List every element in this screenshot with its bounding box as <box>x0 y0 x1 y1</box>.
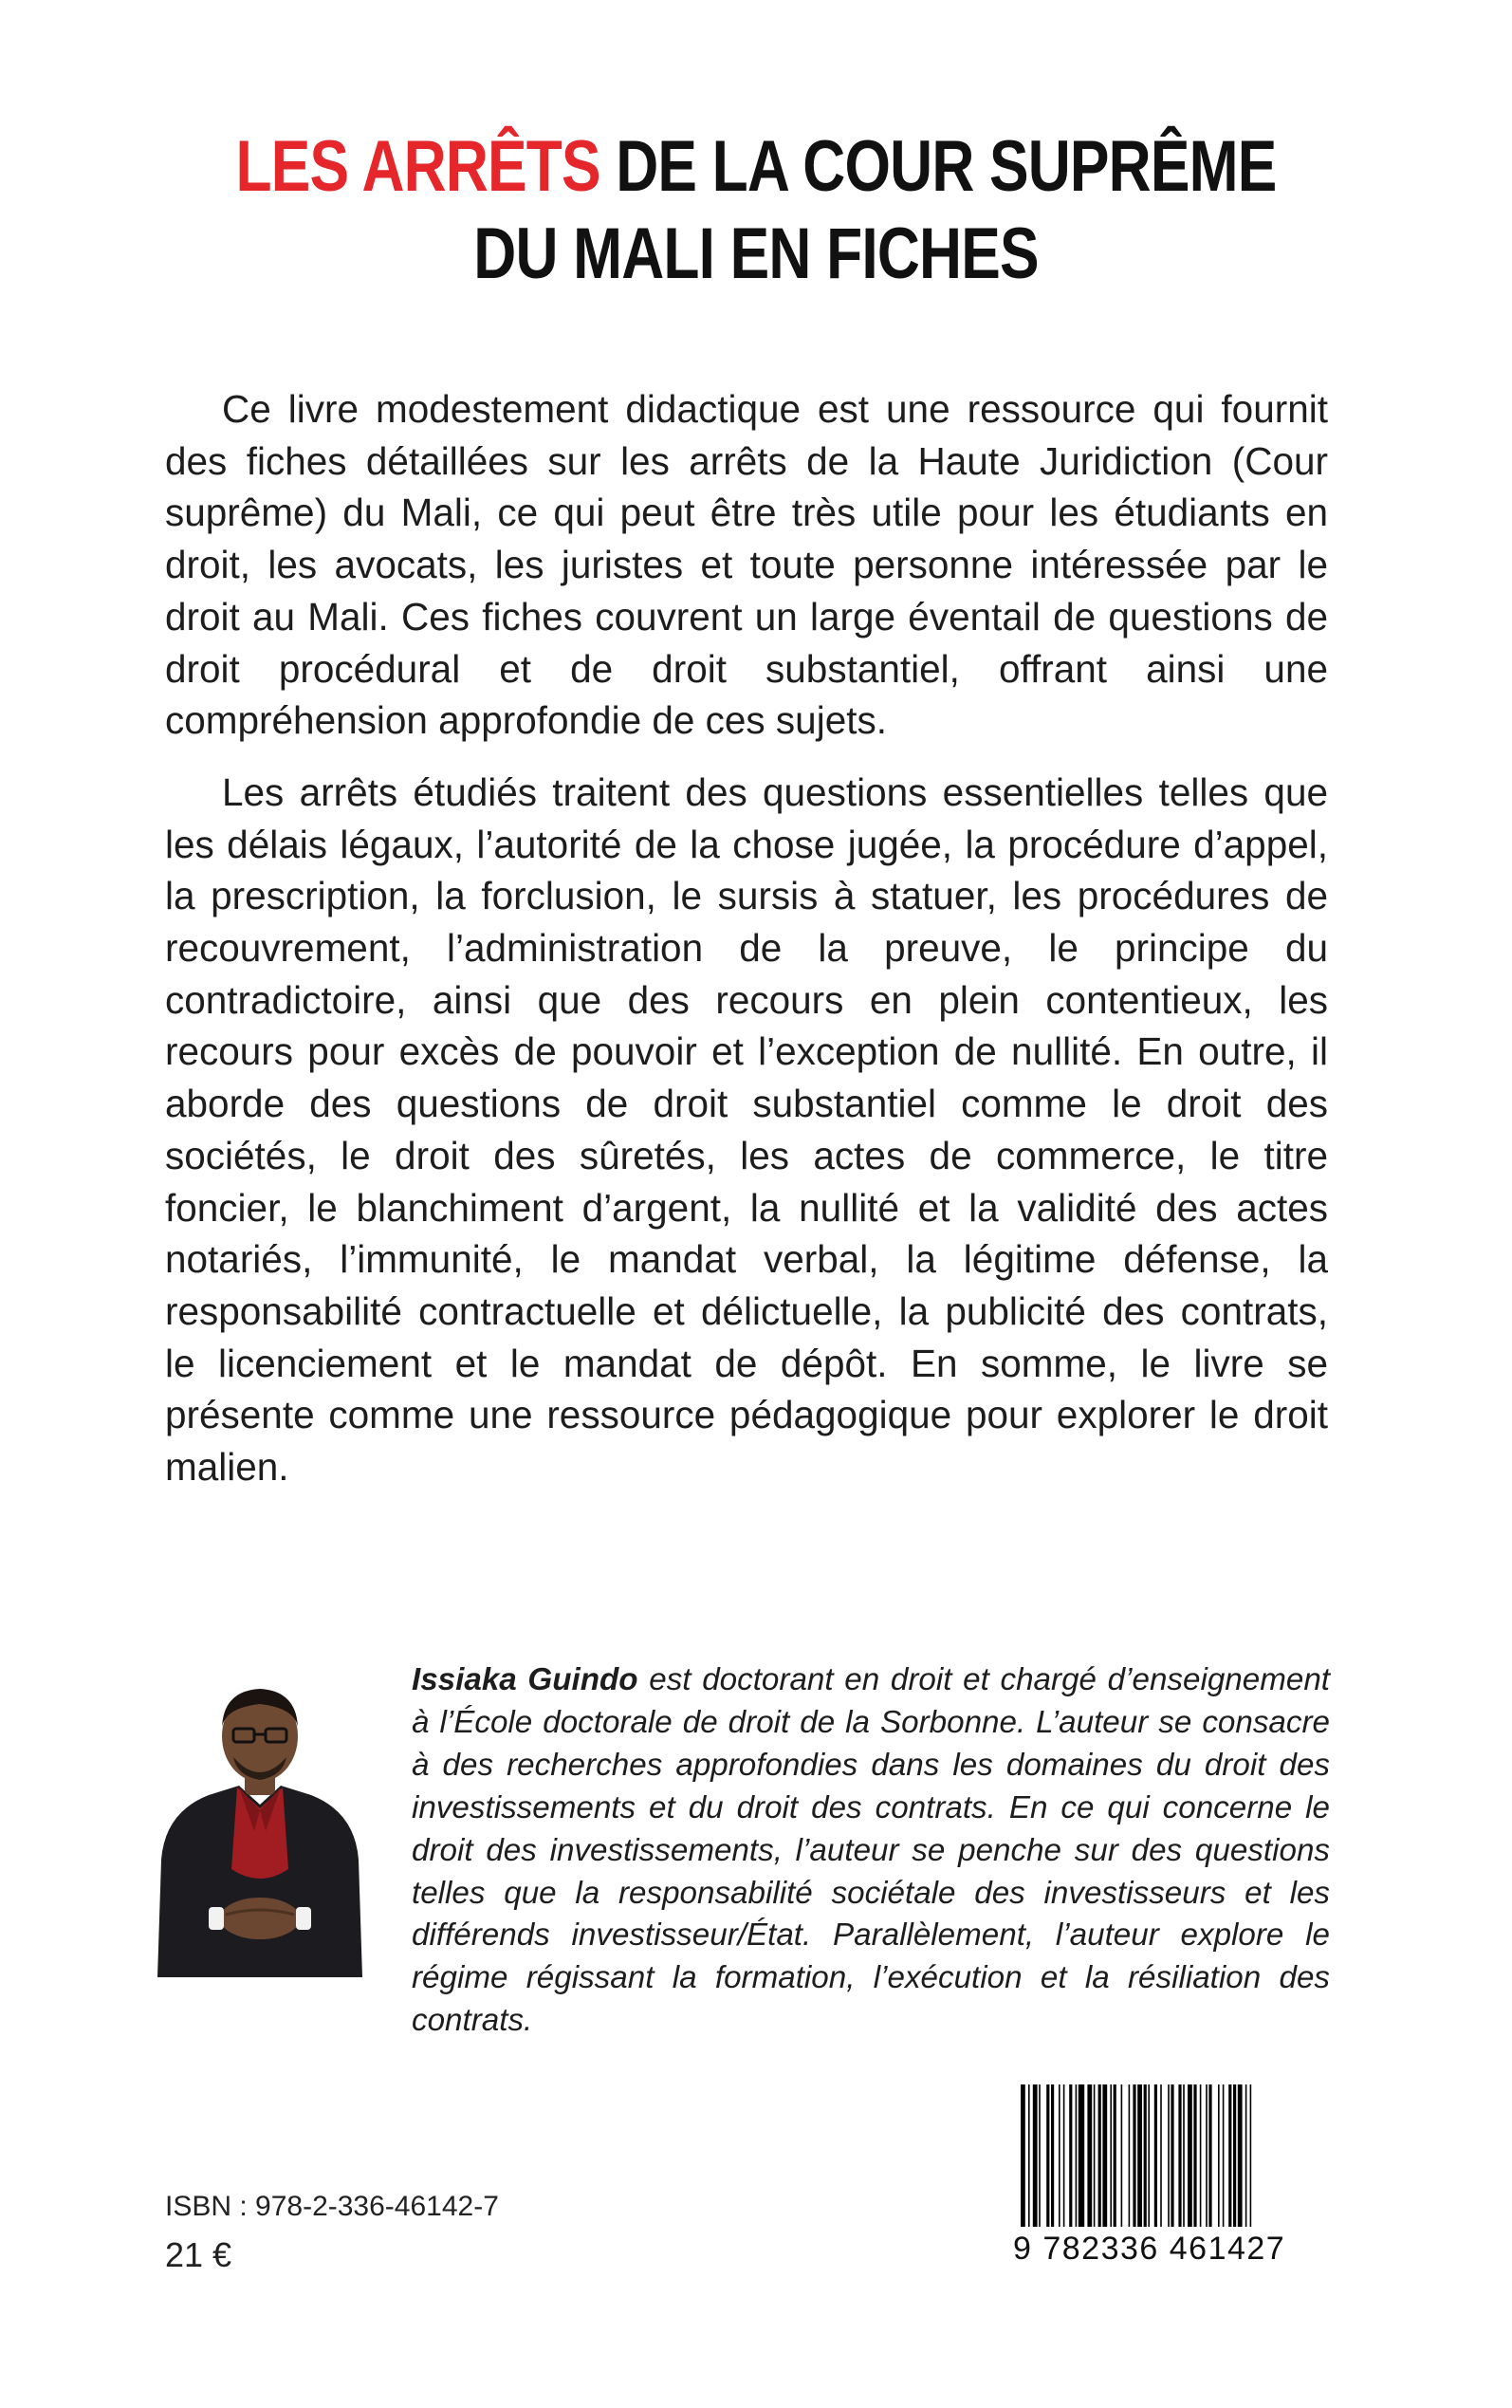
author-bio-text: est doctorant en droit et chargé d’enseignement à l’École doctorale de droit de la Sorbonne. L’auteur se consacre à des recherches approfondies dans les domaines du droit des investissements et du droit des contrats. En ce qui concerne le droit des investissements, l’auteur se penche sur des questions telles que la responsabilité sociétale des investisseurs et les différends investisseur/État. Parallèlement, l’auteur explore le régime régissant la formation, l’exécution et la résiliation des contrats. <box>412 1662 1330 2039</box>
barcode-bar <box>1121 2084 1123 2227</box>
barcode-bar <box>1039 2084 1041 2227</box>
blurb-paragraph-1: Ce livre modestement didactique est une ressource qui fournit des fiches détaillées sur les arrêts de la Haute Juridiction (Cour suprême) du Mali, ce qui peut être très utile pour les étudiants en droit, les avocats, les juristes et toute personne intéressée par le droit au Mali. Ces fiches couvrent un large éventail de questions de droit procédural et de droit substantiel, offrant ainsi une compréhension approfondie de ces sujets. <box>165 387 1328 743</box>
barcode-bar <box>1238 2084 1243 2227</box>
barcode-bar <box>1028 2084 1030 2227</box>
barcode-bar <box>1129 2084 1131 2227</box>
author-bio <box>412 1659 1330 2043</box>
barcode-bar <box>1051 2084 1054 2227</box>
barcode-bar <box>1228 2084 1231 2227</box>
blurb-paragraph-2: Les arrêts étudiés traitent des questions essentielles telles que les délais légaux, l’autorité de la chose jugée, la procédure d’appel, la prescription, la forclusion, le sursis à statuer, les procédures de recouvrement, l’administration de la preuve, le principe du contradictoire, ainsi que des recours en plein contentieux, les recours pour excès de pouvoir et l’exception de nullité. En outre, il aborde des questions de droit substantiel comme le droit des sociétés, le droit des sûretés, les actes de commerce, le titre foncier, le blanchiment d’argent, la nullité et la validité des actes notariés, l’immunité, le mandat verbal, la légitime défense, la responsabilité contractuelle et délictuelle, la publicité des contrats, le licenciement et le mandat de dépôt. En somme, le livre se présente comme une ressource pédagogique pour explorer le droit malien. <box>165 769 1328 1490</box>
barcode-bar <box>1171 2084 1173 2227</box>
barcode-bar <box>1137 2084 1142 2227</box>
barcode-bar <box>1076 2084 1078 2227</box>
barcode-bar <box>1168 2084 1170 2227</box>
barcode-bar <box>1098 2084 1101 2227</box>
barcode-bar <box>1206 2084 1208 2227</box>
barcode-bar <box>1160 2084 1162 2227</box>
barcode-bar <box>1183 2084 1185 2227</box>
book-title <box>136 123 1375 298</box>
barcode-bar <box>1188 2084 1192 2227</box>
barcode-bar <box>1114 2084 1116 2227</box>
barcode-bar <box>1245 2084 1247 2227</box>
barcode-bar <box>1233 2084 1236 2227</box>
barcode-bar <box>1154 2084 1157 2227</box>
barcode-bar <box>1046 2084 1049 2227</box>
author-photo <box>152 1670 368 1977</box>
barcode-bar <box>1033 2084 1038 2227</box>
barcode-bar <box>1193 2084 1196 2227</box>
title-line-1-rest: DE LA COUR SUPRÊME <box>599 126 1277 207</box>
barcode-bar <box>1218 2084 1220 2227</box>
author-name: Issiaka Guindo <box>412 1662 638 1697</box>
title-line-1 <box>136 123 1375 211</box>
barcode-bar <box>1102 2084 1107 2227</box>
barcode-bar <box>1144 2084 1147 2227</box>
barcode-bar <box>1069 2084 1072 2227</box>
barcode-bar <box>1178 2084 1181 2227</box>
barcode-bar <box>1133 2084 1135 2227</box>
barcode-bar <box>1021 2084 1025 2227</box>
barcode-bar <box>1059 2084 1060 2227</box>
barcode-bar <box>1223 2084 1225 2227</box>
barcode-bar <box>1094 2084 1096 2227</box>
title-highlight: LES ARRÊTS <box>235 126 600 207</box>
barcode-bar <box>1208 2084 1211 2227</box>
barcode-bar <box>1110 2084 1112 2227</box>
barcode-bar <box>1200 2084 1202 2227</box>
barcode-bar <box>1063 2084 1065 2227</box>
title-line-2: DU MALI EN FICHES <box>473 213 1039 294</box>
barcode-bar <box>1079 2084 1084 2227</box>
blurb <box>165 383 1328 1493</box>
isbn: ISBN : 978-2-336-46142-7 <box>165 2191 499 2222</box>
price: 21 € <box>165 2235 232 2274</box>
barcode-bar <box>1148 2084 1150 2227</box>
barcode-bar <box>1087 2084 1092 2227</box>
barcode-bar <box>1250 2084 1252 2227</box>
barcode-digits: 9 782336 461427 <box>1013 2231 1286 2267</box>
